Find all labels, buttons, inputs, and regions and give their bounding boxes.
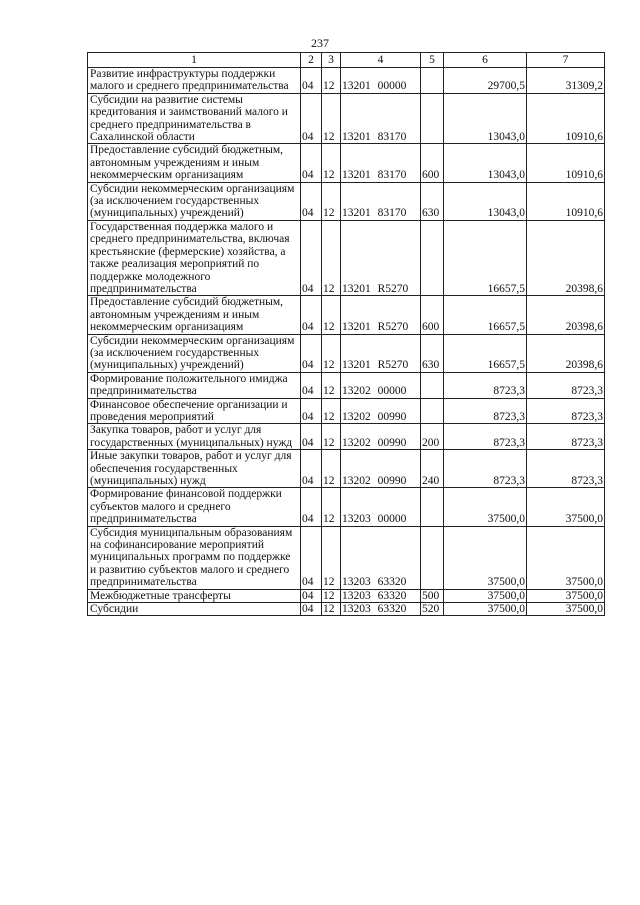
column-header: 2	[301, 53, 322, 68]
row-name-cell: Субсидии некоммерческим организациям (за исключением государственных (муниципальных) учреждений)	[88, 182, 301, 220]
section-cell: 04	[301, 296, 322, 334]
expense-type-cell	[421, 372, 444, 398]
target-article-cell: 13202 00990	[341, 424, 421, 450]
target-article-cell: 13203 63320	[341, 603, 421, 616]
amount-year1-cell: 13043,0	[444, 182, 527, 220]
column-header: 6	[444, 53, 527, 68]
target-article-cell: 13201 R5270	[341, 220, 421, 295]
table-row	[88, 182, 605, 220]
target-article-cell: 13202 00990	[341, 398, 421, 424]
amount-year1-cell: 8723,3	[444, 424, 527, 450]
amount-year1-cell: 16657,5	[444, 334, 527, 372]
amount-year2-cell: 37500,0	[527, 603, 605, 616]
expense-type-cell	[421, 93, 444, 144]
expense-type-cell	[421, 220, 444, 295]
expense-type-cell	[421, 526, 444, 589]
amount-year1-cell: 16657,5	[444, 296, 527, 334]
target-article-cell: 13201 R5270	[341, 296, 421, 334]
row-name-cell: Субсидии	[88, 603, 301, 616]
table-row	[88, 296, 605, 334]
budget-table	[87, 52, 605, 616]
column-header: 4	[341, 53, 421, 68]
section-cell: 04	[301, 398, 322, 424]
amount-year1-cell: 37500,0	[444, 488, 527, 526]
expense-type-cell: 600	[421, 296, 444, 334]
subsection-cell: 12	[322, 488, 341, 526]
expense-type-cell: 240	[421, 450, 444, 488]
header-row	[88, 53, 605, 68]
column-header: 7	[527, 53, 605, 68]
amount-year1-cell: 8723,3	[444, 450, 527, 488]
target-article-cell: 13202 00000	[341, 372, 421, 398]
amount-year2-cell: 31309,2	[527, 68, 605, 94]
row-name-cell: Межбюджетные трансферты	[88, 589, 301, 602]
subsection-cell: 12	[322, 68, 341, 94]
table-row	[88, 334, 605, 372]
amount-year2-cell: 37500,0	[527, 589, 605, 602]
row-name-cell: Предоставление субсидий бюджетным, автономным учреждениям и иным некоммерческим организациям	[88, 144, 301, 182]
row-name-cell: Иные закупки товаров, работ и услуг для обеспечения государственных (муниципальных) нужд	[88, 450, 301, 488]
target-article-cell: 13201 00000	[341, 68, 421, 94]
column-header: 3	[322, 53, 341, 68]
table-row	[88, 526, 605, 589]
table-row	[88, 488, 605, 526]
amount-year1-cell: 37500,0	[444, 589, 527, 602]
table-row	[88, 603, 605, 616]
expense-type-cell: 500	[421, 589, 444, 602]
amount-year1-cell: 29700,5	[444, 68, 527, 94]
subsection-cell: 12	[322, 603, 341, 616]
section-cell: 04	[301, 182, 322, 220]
expense-type-cell	[421, 488, 444, 526]
subsection-cell: 12	[322, 526, 341, 589]
row-name-cell: Субсидии некоммерческим организациям (за исключением государственных (муниципальных) учреждений)	[88, 334, 301, 372]
amount-year2-cell: 20398,6	[527, 296, 605, 334]
target-article-cell: 13203 63320	[341, 589, 421, 602]
target-article-cell: 13201 83170	[341, 144, 421, 182]
section-cell: 04	[301, 488, 322, 526]
section-cell: 04	[301, 603, 322, 616]
section-cell: 04	[301, 424, 322, 450]
expense-type-cell: 600	[421, 144, 444, 182]
row-name-cell: Предоставление субсидий бюджетным, автономным учреждениям и иным некоммерческим организациям	[88, 296, 301, 334]
row-name-cell: Формирование положительного имиджа предпринимательства	[88, 372, 301, 398]
section-cell: 04	[301, 144, 322, 182]
amount-year1-cell: 13043,0	[444, 93, 527, 144]
row-name-cell: Формирование финансовой поддержки субъектов малого и среднего предпринимательства	[88, 488, 301, 526]
subsection-cell: 12	[322, 144, 341, 182]
expense-type-cell	[421, 398, 444, 424]
subsection-cell: 12	[322, 220, 341, 295]
column-header: 1	[88, 53, 301, 68]
target-article-cell: 13201 83170	[341, 93, 421, 144]
target-article-cell: 13201 83170	[341, 182, 421, 220]
row-name-cell: Субсидия муниципальным образованиям на софинансирование мероприятий муниципальных программ по поддержке и развитию субъектов малого и среднего предпринимательства	[88, 526, 301, 589]
table-row	[88, 144, 605, 182]
subsection-cell: 12	[322, 182, 341, 220]
table-row	[88, 93, 605, 144]
table-row	[88, 424, 605, 450]
target-article-cell: 13202 00990	[341, 450, 421, 488]
table-row	[88, 220, 605, 295]
amount-year2-cell: 20398,6	[527, 220, 605, 295]
subsection-cell: 12	[322, 398, 341, 424]
subsection-cell: 12	[322, 372, 341, 398]
section-cell: 04	[301, 526, 322, 589]
subsection-cell: 12	[322, 450, 341, 488]
table-row	[88, 450, 605, 488]
column-header: 5	[421, 53, 444, 68]
amount-year1-cell: 16657,5	[444, 220, 527, 295]
amount-year2-cell: 37500,0	[527, 488, 605, 526]
section-cell: 04	[301, 334, 322, 372]
amount-year2-cell: 10910,6	[527, 93, 605, 144]
section-cell: 04	[301, 450, 322, 488]
table-body	[88, 68, 605, 616]
subsection-cell: 12	[322, 334, 341, 372]
row-name-cell: Закупка товаров, работ и услуг для государственных (муниципальных) нужд	[88, 424, 301, 450]
amount-year1-cell: 8723,3	[444, 398, 527, 424]
expense-type-cell: 200	[421, 424, 444, 450]
row-name-cell: Государственная поддержка малого и среднего предпринимательства, включая крестьянские (фермерские) хозяйства, а также реализация мероприятий по поддержке молодежного предпринимательства	[88, 220, 301, 295]
amount-year1-cell: 13043,0	[444, 144, 527, 182]
target-article-cell: 13201 R5270	[341, 334, 421, 372]
section-cell: 04	[301, 220, 322, 295]
amount-year2-cell: 8723,3	[527, 398, 605, 424]
row-name-cell: Субсидии на развитие системы кредитования и заимствований малого и среднего предпринимательства в Сахалинской области	[88, 93, 301, 144]
amount-year1-cell: 8723,3	[444, 372, 527, 398]
amount-year2-cell: 8723,3	[527, 372, 605, 398]
amount-year2-cell: 20398,6	[527, 334, 605, 372]
amount-year2-cell: 37500,0	[527, 526, 605, 589]
expense-type-cell: 630	[421, 182, 444, 220]
table-row	[88, 589, 605, 602]
target-article-cell: 13203 00000	[341, 488, 421, 526]
table-row	[88, 398, 605, 424]
subsection-cell: 12	[322, 93, 341, 144]
amount-year1-cell: 37500,0	[444, 603, 527, 616]
amount-year2-cell: 8723,3	[527, 424, 605, 450]
expense-type-cell	[421, 68, 444, 94]
table-row	[88, 372, 605, 398]
expense-type-cell: 630	[421, 334, 444, 372]
subsection-cell: 12	[322, 424, 341, 450]
target-article-cell: 13203 63320	[341, 526, 421, 589]
amount-year2-cell: 8723,3	[527, 450, 605, 488]
table-row	[88, 68, 605, 94]
page-number: 237	[311, 36, 329, 50]
section-cell: 04	[301, 68, 322, 94]
subsection-cell: 12	[322, 296, 341, 334]
row-name-cell: Развитие инфраструктуры поддержки малого и среднего предпринимательства	[88, 68, 301, 94]
section-cell: 04	[301, 372, 322, 398]
section-cell: 04	[301, 589, 322, 602]
amount-year2-cell: 10910,6	[527, 144, 605, 182]
expense-type-cell: 520	[421, 603, 444, 616]
section-cell: 04	[301, 93, 322, 144]
amount-year1-cell: 37500,0	[444, 526, 527, 589]
amount-year2-cell: 10910,6	[527, 182, 605, 220]
row-name-cell: Финансовое обеспечение организации и проведения мероприятий	[88, 398, 301, 424]
subsection-cell: 12	[322, 589, 341, 602]
